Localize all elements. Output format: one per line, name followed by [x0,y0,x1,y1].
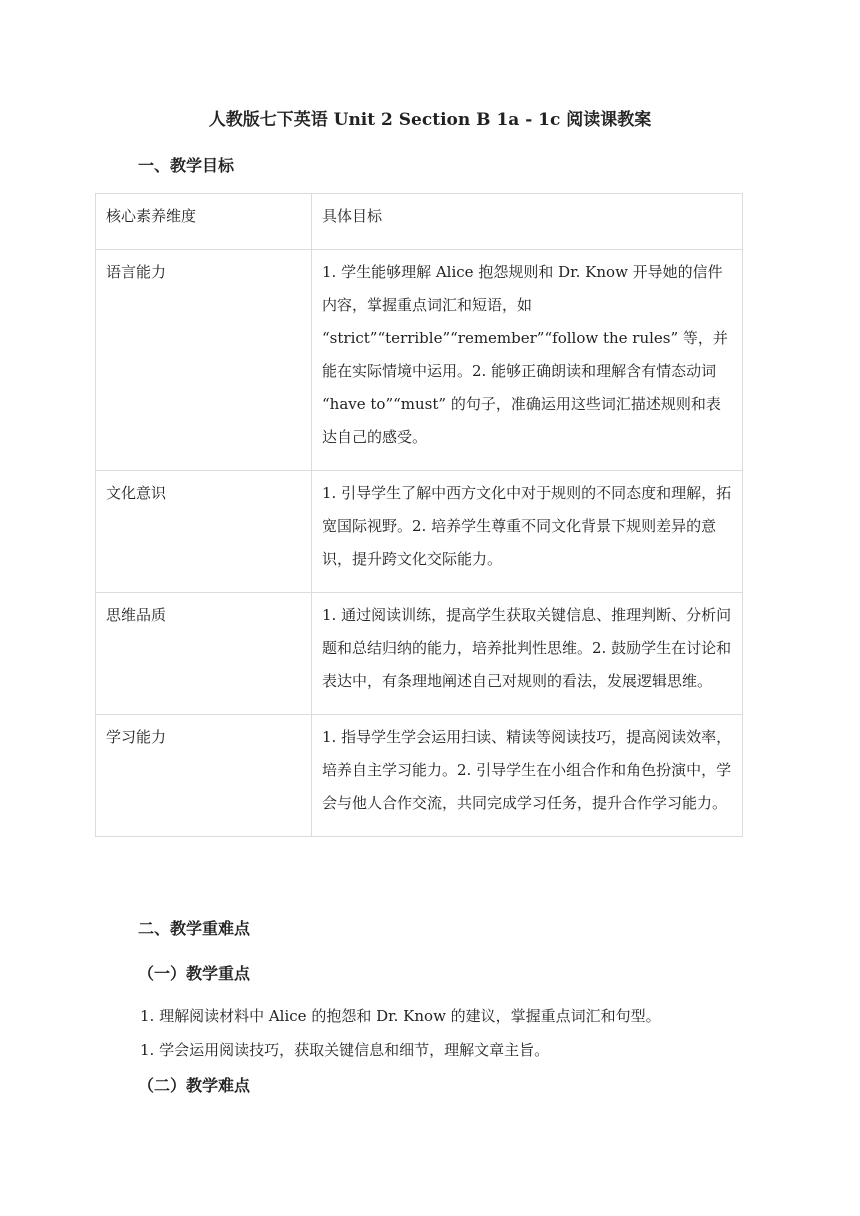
goal-cell: 1. 引导学生了解中西方文化中对于规则的不同态度和理解，拓宽国际视野。2. 培养学生尊重不同文化背景下规则差异的意识，提升跨文化交际能力。 [312,471,743,593]
document-title: 人教版七下英语 Unit 2 Section B 1a - 1c 阅读课教案 [208,110,652,130]
dimension-cell: 文化意识 [96,471,312,593]
section-heading-key-points: 二、教学重难点 [138,919,251,938]
table-header-cell: 具体目标 [312,194,743,250]
subheading-difficulties: （二）教学难点 [138,1076,251,1095]
dimension-cell: 语言能力 [96,250,312,471]
goal-cell: 1. 学生能够理解 Alice 抱怨规则和 Dr. Know 开导她的信件内容，掌握重点词汇和短语，如 “strict”“terrible”“remember”“follow the rules” 等，并能在实际情境中运用。2. 能够正确朗读和理解含有情态动词 “have to”“must” 的句子，准确运用这些词汇描述规则和表达自己的感受。 [312,250,743,471]
subheading-focus: （一）教学重点 [138,964,251,983]
focus-item: 1. 学会运用阅读技巧，获取关键信息和细节，理解文章主旨。 [140,1041,550,1059]
table-header-row [96,194,743,250]
goal-cell: 1. 指导学生学会运用扫读、精读等阅读技巧，提高阅读效率，培养自主学习能力。2. 引导学生在小组合作和角色扮演中，学会与他人合作交流，共同完成学习任务，提升合作学习能力。 [312,715,743,837]
focus-item: 1. 理解阅读材料中 Alice 的抱怨和 Dr. Know 的建议，掌握重点词汇和句型。 [140,1007,661,1025]
table-row [96,593,743,715]
goals-table [95,193,743,837]
table-header-cell: 核心素养维度 [96,194,312,250]
table-row [96,715,743,837]
table-row [96,471,743,593]
dimension-cell: 思维品质 [96,593,312,715]
goal-cell: 1. 通过阅读训练，提高学生获取关键信息、推理判断、分析问题和总结归纳的能力，培养批判性思维。2. 鼓励学生在讨论和表达中，有条理地阐述自己对规则的看法，发展逻辑思维。 [312,593,743,715]
dimension-cell: 学习能力 [96,715,312,837]
table-row [96,250,743,471]
section-heading-teaching-goals: 一、教学目标 [138,156,235,175]
